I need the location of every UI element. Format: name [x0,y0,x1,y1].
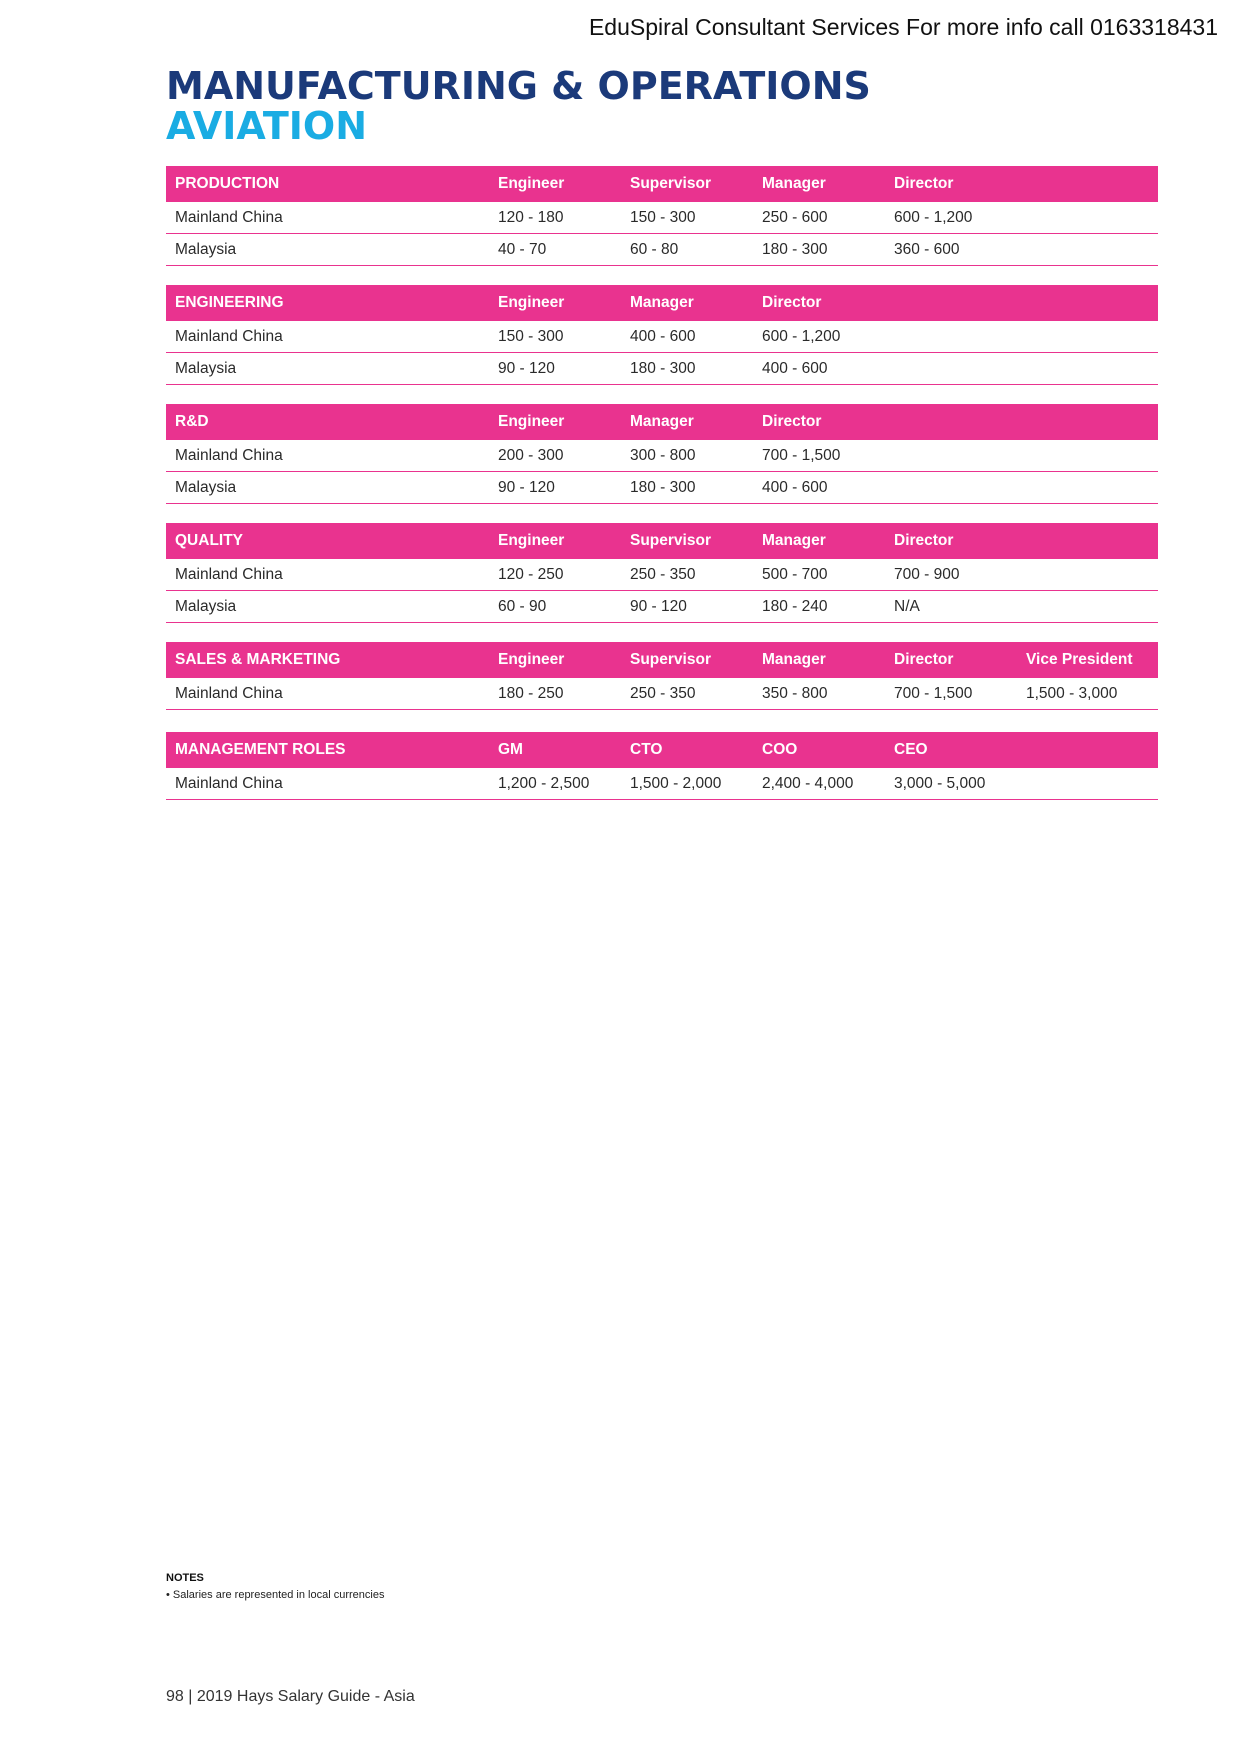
header-cell: Director [762,294,822,311]
table-cell: Mainland China [175,774,283,792]
title-block [166,66,871,146]
table-cell: 400 - 600 [762,359,828,377]
table-cell: 300 - 800 [630,446,696,464]
watermark-text: EduSpiral Consultant Services For more info call 0163318431 [588,14,1218,40]
table-row [166,678,1158,710]
table-production [166,166,1158,266]
table-cell: 600 - 1,200 [762,327,841,345]
table-cell: Malaysia [175,359,237,377]
table-rnd [166,404,1158,504]
table-cell: 400 - 600 [630,327,696,345]
table-cell: 1,200 - 2,500 [498,774,590,792]
table-header-row [166,285,1158,321]
table-row [166,768,1158,800]
table-row [166,321,1158,353]
table-sales-marketing [166,642,1158,710]
table-cell: N/A [894,597,920,615]
notes-title: NOTES [166,1572,204,1584]
page-title: MANUFACTURING & OPERATIONS [166,64,871,108]
table-cell: 1,500 - 2,000 [630,774,722,792]
header-cell: MANAGEMENT ROLES [175,741,346,758]
notes-item: • Salaries are represented in local currencies [166,1589,385,1601]
table-header-row [166,166,1158,202]
page-subtitle: AVIATION [166,104,368,148]
table-row [166,559,1158,591]
header-cell: SALES & MARKETING [175,651,341,668]
table-row [166,353,1158,385]
table-header-row [166,523,1158,559]
table-row [166,234,1158,266]
table-cell: 500 - 700 [762,565,828,583]
header-cell: Engineer [498,413,565,430]
table-cell: 180 - 300 [762,240,828,258]
table-cell: 360 - 600 [894,240,960,258]
header-cell: CEO [894,741,928,758]
table-cell: 150 - 300 [630,208,696,226]
header-cell: QUALITY [175,532,244,549]
page-footer: 98 | 2019 Hays Salary Guide - Asia [166,1688,415,1705]
table-cell: 180 - 250 [498,684,564,702]
table-cell: 120 - 250 [498,565,564,583]
header-cell: GM [498,741,523,758]
header-cell: Vice President [1026,651,1133,668]
header-cell: ENGINEERING [175,294,284,311]
table-row [166,591,1158,623]
notes-section [166,1572,384,1601]
table-cell: 150 - 300 [498,327,564,345]
table-cell: Malaysia [175,240,237,258]
table-cell: 200 - 300 [498,446,564,464]
header-cell: Director [762,413,822,430]
table-cell: 180 - 240 [762,597,828,615]
header-cell: Manager [630,294,694,311]
table-cell: 90 - 120 [498,478,555,496]
table-cell: Mainland China [175,565,283,583]
table-header-row [166,642,1158,678]
table-cell: 90 - 120 [630,597,687,615]
table-row [166,472,1158,504]
table-management-roles [166,732,1158,800]
table-cell: 350 - 800 [762,684,828,702]
table-cell: 250 - 350 [630,565,696,583]
table-cell: 60 - 90 [498,597,547,615]
table-cell: 250 - 600 [762,208,828,226]
table-cell: 1,500 - 3,000 [1026,684,1118,702]
table-cell: 250 - 350 [630,684,696,702]
table-header-row [166,404,1158,440]
table-cell: Malaysia [175,597,237,615]
header-cell: COO [762,741,798,758]
table-cell: 2,400 - 4,000 [762,774,854,792]
table-row [166,440,1158,472]
table-cell: Malaysia [175,478,237,496]
table-cell: 60 - 80 [630,240,679,258]
header-cell: Director [894,651,954,668]
header-cell: Engineer [498,175,565,192]
header-cell: Manager [630,413,694,430]
header-cell: Director [894,175,954,192]
table-cell: 180 - 300 [630,359,696,377]
salary-tables [166,166,1158,819]
header-cell: Manager [762,532,826,549]
header-cell: PRODUCTION [175,175,280,192]
table-cell: Mainland China [175,684,283,702]
table-cell: 180 - 300 [630,478,696,496]
header-cell: CTO [630,741,663,758]
table-cell: 3,000 - 5,000 [894,774,986,792]
table-cell: 400 - 600 [762,478,828,496]
table-cell: 700 - 900 [894,565,960,583]
header-cell: Engineer [498,294,565,311]
table-cell: 700 - 1,500 [894,684,973,702]
header-cell: Supervisor [630,175,711,192]
table-quality [166,523,1158,623]
table-cell: 700 - 1,500 [762,446,841,464]
header-cell: Supervisor [630,651,711,668]
table-cell: 600 - 1,200 [894,208,973,226]
table-header-row [166,732,1158,768]
table-engineering [166,285,1158,385]
header-cell: Director [894,532,954,549]
header-cell: Manager [762,651,826,668]
header-cell: Supervisor [630,532,711,549]
header-cell: Engineer [498,532,565,549]
table-cell: 90 - 120 [498,359,555,377]
header-cell: Engineer [498,651,565,668]
table-cell: Mainland China [175,208,283,226]
table-cell: Mainland China [175,327,283,345]
table-cell: Mainland China [175,446,283,464]
header-cell: R&D [175,413,209,430]
table-cell: 40 - 70 [498,240,547,258]
table-row [166,202,1158,234]
header-cell: Manager [762,175,826,192]
table-cell: 120 - 180 [498,208,564,226]
